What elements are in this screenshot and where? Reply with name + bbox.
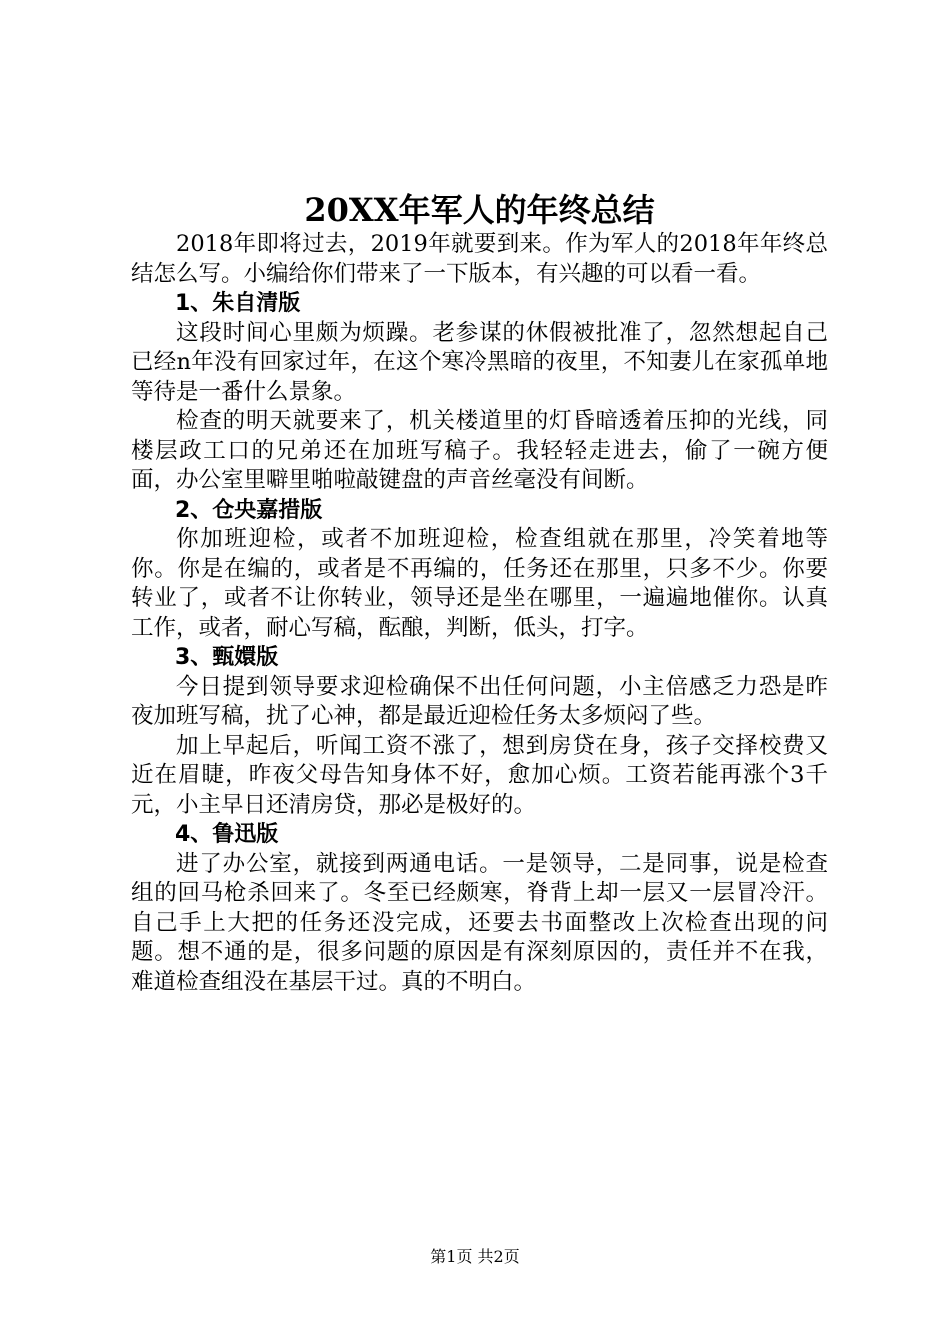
section-zhen-huan <box>131 643 828 820</box>
section-paragraph: 今日提到领导要求迎检确保不出任何问题，小主倍感乏力恐是昨夜加班写稿，扰了心神，都是最近迎检任务太多烦闷了些。 <box>131 673 828 729</box>
section-paragraph: 加上早起后，听闻工资不涨了，想到房贷在身，孩子交择校费又近在眉睫，昨夜父母告知身体不好，愈加心烦。工资若能再涨个3千元，小主早日还清房贷，那必是极好的。 <box>131 732 828 818</box>
section-heading: 2、仓央嘉措版 <box>175 497 323 523</box>
section-lu-xun <box>131 820 828 997</box>
section-paragraph: 你加班迎检，或者不加班迎检，检查组就在那里，冷笑着地等你。你是在编的，或者是不再编的，任务还在那里，只多不少。你要转业了，或者不让你转业，领导还是坐在哪里，一遍遍地催你。认真工作，或者，耐心写稿，酝酿，判断，低头，打字。 <box>131 526 828 641</box>
section-paragraph: 这段时间心里颇为烦躁。老参谋的休假被批准了，忽然想起自己已经n年没有回家过年，在这个寒冷黑暗的夜里，不知妻儿在家孤单地等待是一番什么景象。 <box>131 319 828 405</box>
section-paragraph: 进了办公室，就接到两通电话。一是领导，二是同事，说是检查组的回马枪杀回来了。冬至已经颇寒，脊背上却一层又一层冒冷汗。自己手上大把的任务还没完成，还要去书面整改上次检查出现的问题。想不通的是，很多问题的原因是有深刻原因的，责任并不在我，难道检查组没在基层干过。真的不明白。 <box>131 850 828 995</box>
section-paragraph: 检查的明天就要来了，机关楼道里的灯昏暗透着压抑的光线，同楼层政工口的兄弟还在加班写稿子。我轻轻走进去，偷了一碗方便面，办公室里噼里啪啦敲键盘的声音丝毫没有间断。 <box>131 408 828 493</box>
document-page <box>131 180 828 997</box>
section-heading: 4、鲁迅版 <box>175 822 279 847</box>
section-zhu-ziqing <box>131 289 828 496</box>
section-heading: 3、甄嬛版 <box>175 645 279 670</box>
document-title: 20XX年军人的年终总结 <box>304 191 655 229</box>
intro-paragraph: 2018年即将过去，2019年就要到来。作为军人的2018年年终总结怎么写。小编给你们带来了一下版本，有兴趣的可以看一看。 <box>131 231 828 287</box>
page-number-footer: 第1页 共2页 <box>430 1247 520 1266</box>
section-cangyang-gyatso <box>131 496 828 644</box>
section-heading: 1、朱自清版 <box>175 291 301 316</box>
